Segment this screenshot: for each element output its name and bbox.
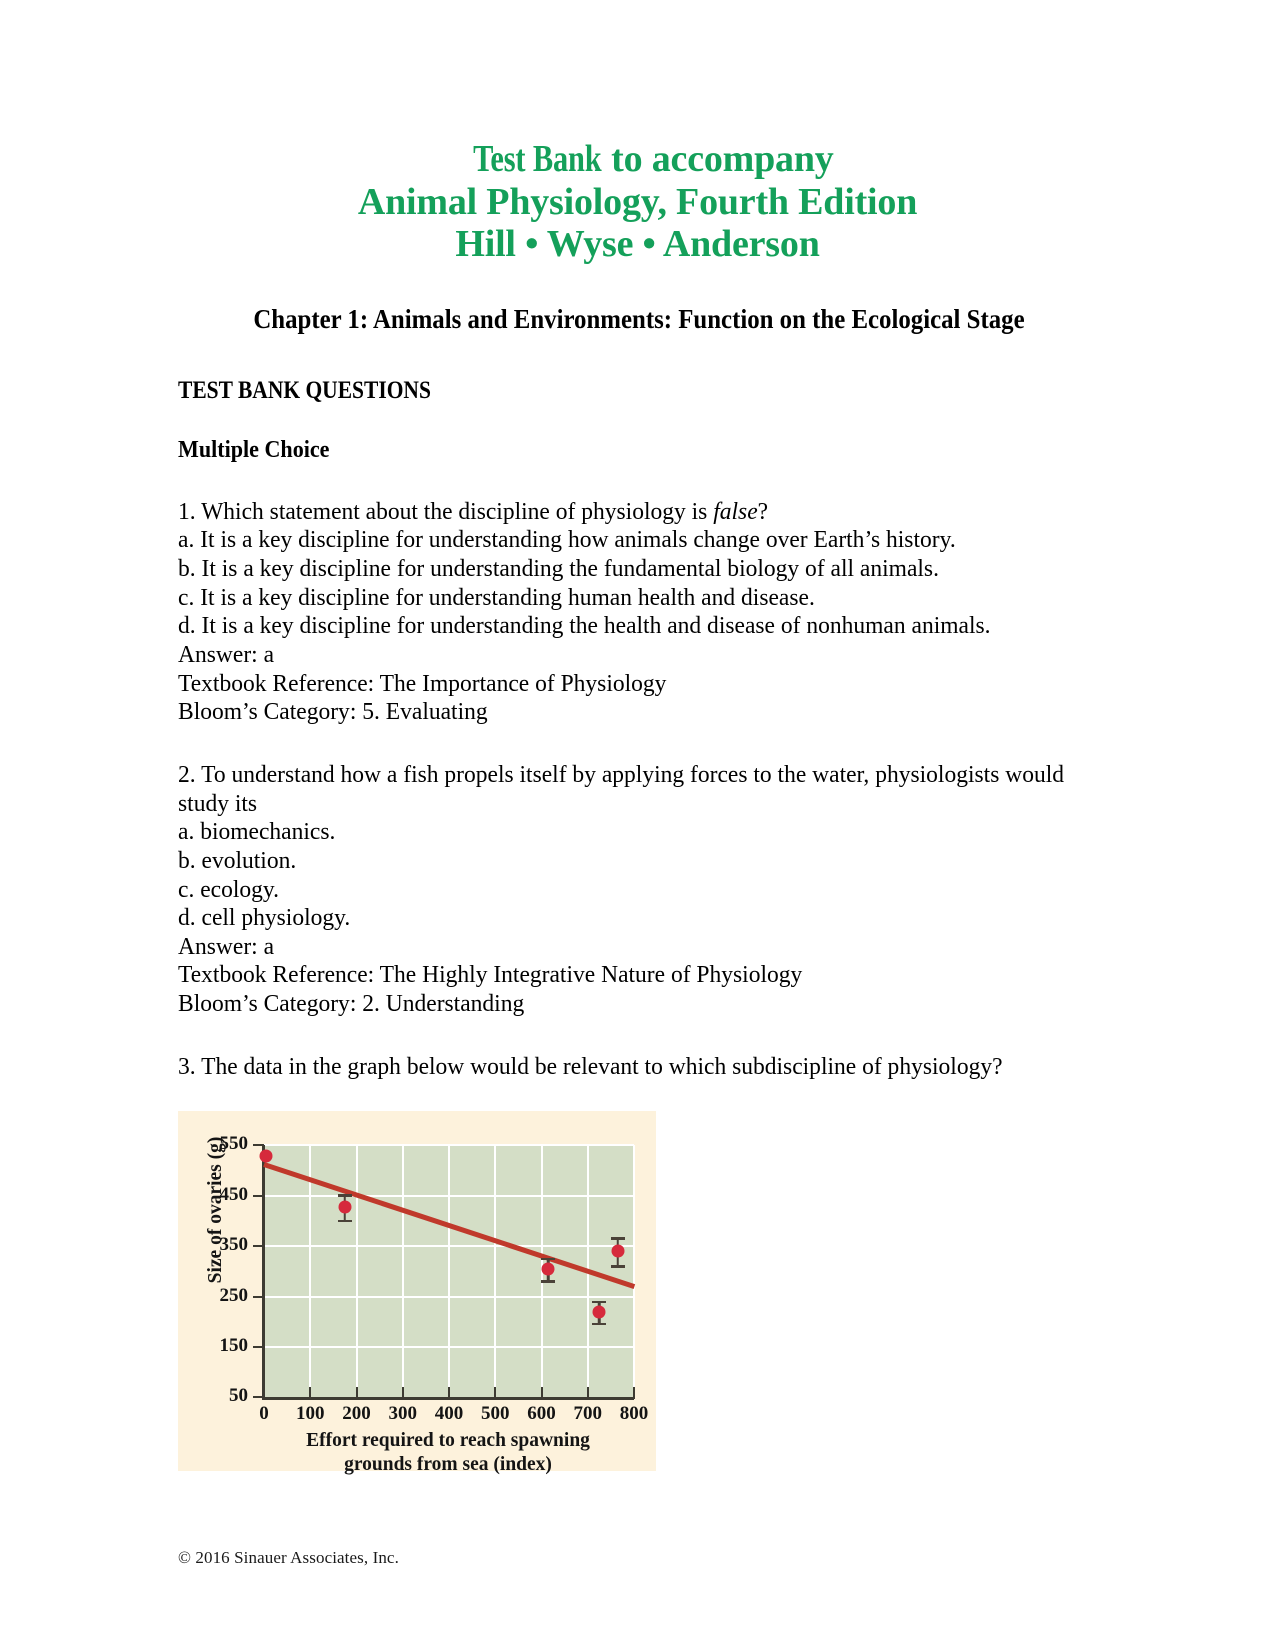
x-axis-tick <box>356 1387 358 1399</box>
y-axis-tick-label: 550 <box>219 1133 248 1155</box>
y-axis-tick <box>253 1296 264 1298</box>
title-brand: Test Bank <box>473 138 602 180</box>
section-label-test-bank-questions: TEST BANK QUESTIONS <box>178 376 431 404</box>
question-2-reference: Textbook Reference: The Highly Integrative Nature of Physiology <box>178 961 803 989</box>
question-2-choice-c: c. ecology. <box>178 875 280 903</box>
question-block-1 <box>178 498 1099 727</box>
y-axis-tick <box>253 1144 264 1146</box>
error-bar-cap <box>611 1265 625 1268</box>
x-axis-tick-label: 300 <box>388 1403 417 1425</box>
data-point <box>338 1200 351 1213</box>
question-block-3 <box>178 1053 1099 1082</box>
y-axis-tick-label: 150 <box>219 1335 248 1357</box>
gridline-horizontal <box>264 1144 634 1146</box>
data-point <box>611 1245 624 1258</box>
error-bar-cap <box>592 1301 606 1304</box>
document-content <box>178 303 1100 1476</box>
y-axis-title: Size of ovaries (g) <box>205 1137 226 1284</box>
gridline-horizontal <box>264 1296 634 1298</box>
title-line-1-rest: to accompany <box>601 138 834 180</box>
error-bar-cap <box>338 1194 352 1197</box>
y-axis-tick-label: 50 <box>229 1385 248 1407</box>
y-axis-tick <box>253 1396 264 1398</box>
question-1-choice-a: a. It is a key discipline for understanding how animals change over Earth’s history. <box>178 526 956 554</box>
question-1-reference: Textbook Reference: The Importance of Physiology <box>178 669 667 697</box>
question-1-choice-b: b. It is a key discipline for understanding the fundamental biology of all animals. <box>178 554 939 582</box>
question-1-stem-post: ? <box>757 497 769 525</box>
y-axis-tick <box>253 1245 264 1247</box>
error-bar-cap <box>338 1220 352 1223</box>
gridline-vertical <box>494 1145 496 1397</box>
title-line-3: Hill • Wyse • Anderson <box>455 223 820 266</box>
error-bar-cap <box>592 1323 606 1326</box>
question-1-choice-c: c. It is a key discipline for understanding human health and disease. <box>178 583 815 611</box>
x-axis-tick <box>494 1387 496 1399</box>
x-axis-tick <box>633 1387 635 1399</box>
gridline-vertical <box>309 1145 311 1397</box>
data-point <box>593 1305 606 1318</box>
question-1-choice-d: d. It is a key discipline for understanding the health and disease of nonhuman animals. <box>178 612 991 640</box>
question-1-stem-pre: 1. Which statement about the discipline of physiology is <box>178 497 714 525</box>
title-line-2: Animal Physiology, Fourth Edition <box>357 180 918 223</box>
gridline-vertical <box>448 1145 450 1397</box>
question-1-stem-italic: false <box>713 497 758 525</box>
gridline-vertical <box>356 1145 358 1397</box>
figure-wrapper <box>178 1111 1100 1476</box>
y-axis-tick-label: 350 <box>219 1234 248 1256</box>
x-axis-title-line-2: grounds from sea (index) <box>344 1454 552 1476</box>
error-bar-cap <box>541 1280 555 1283</box>
chapter-heading: Chapter 1: Animals and Environments: Function on the Ecological Stage <box>253 303 1025 334</box>
x-axis-tick-label: 200 <box>342 1403 371 1425</box>
x-axis-tick <box>448 1387 450 1399</box>
error-bar-cap <box>611 1237 625 1240</box>
gridline-vertical <box>402 1145 404 1397</box>
x-axis-tick <box>309 1387 311 1399</box>
question-2-choice-a: a. biomechanics. <box>178 818 336 846</box>
x-axis-title <box>248 1429 648 1477</box>
gridline-vertical <box>633 1145 635 1397</box>
x-axis-tick-label: 400 <box>434 1403 464 1425</box>
error-bar-cap <box>541 1258 555 1261</box>
subsection-label-multiple-choice: Multiple Choice <box>178 436 330 463</box>
question-1-answer: Answer: a <box>178 640 275 668</box>
x-axis-tick-label: 700 <box>573 1403 602 1425</box>
data-point <box>260 1149 273 1162</box>
title-line-1 <box>0 138 1275 181</box>
y-axis-tick-label: 450 <box>219 1183 248 1205</box>
page-footer-copyright: © 2016 Sinauer Associates, Inc. <box>178 1548 399 1567</box>
x-axis-tick-label: 100 <box>296 1403 325 1425</box>
gridline-horizontal <box>264 1195 634 1197</box>
x-axis-tick-label: 0 <box>259 1403 269 1425</box>
question-2-choice-b: b. evolution. <box>178 846 297 874</box>
question-1-stem <box>178 498 1099 527</box>
gridline-horizontal <box>264 1245 634 1247</box>
question-2-bloom: Bloom’s Category: 2. Understanding <box>178 990 525 1018</box>
x-axis-title-line-1: Effort required to reach spawning <box>306 1430 590 1452</box>
x-axis-tick-label: 500 <box>481 1403 510 1425</box>
question-3-stem: 3. The data in the graph below would be relevant to which subdiscipline of physiology? <box>178 1052 1003 1080</box>
question-2-answer: Answer: a <box>178 932 275 960</box>
document-title-block <box>0 138 1275 266</box>
gridline-horizontal <box>264 1346 634 1348</box>
x-axis-tick <box>541 1387 543 1399</box>
y-axis-tick-label: 250 <box>219 1284 248 1306</box>
y-axis-tick <box>253 1346 264 1348</box>
question-2-stem: 2. To understand how a fish propels itself by applying forces to the water, physiologists would study its <box>178 760 1065 817</box>
y-axis-tick <box>253 1195 264 1197</box>
question-block-2 <box>178 761 1099 1019</box>
data-point <box>542 1262 555 1275</box>
x-axis-tick <box>587 1387 589 1399</box>
x-axis-tick-label: 600 <box>527 1403 556 1425</box>
x-axis-tick-label: 800 <box>619 1403 649 1425</box>
y-axis-line <box>262 1145 265 1399</box>
x-axis-tick <box>402 1387 404 1399</box>
question-2-choice-d: d. cell physiology. <box>178 904 351 932</box>
question-1-bloom: Bloom’s Category: 5. Evaluating <box>178 698 488 726</box>
scatter-plot-figure <box>178 1111 656 1476</box>
